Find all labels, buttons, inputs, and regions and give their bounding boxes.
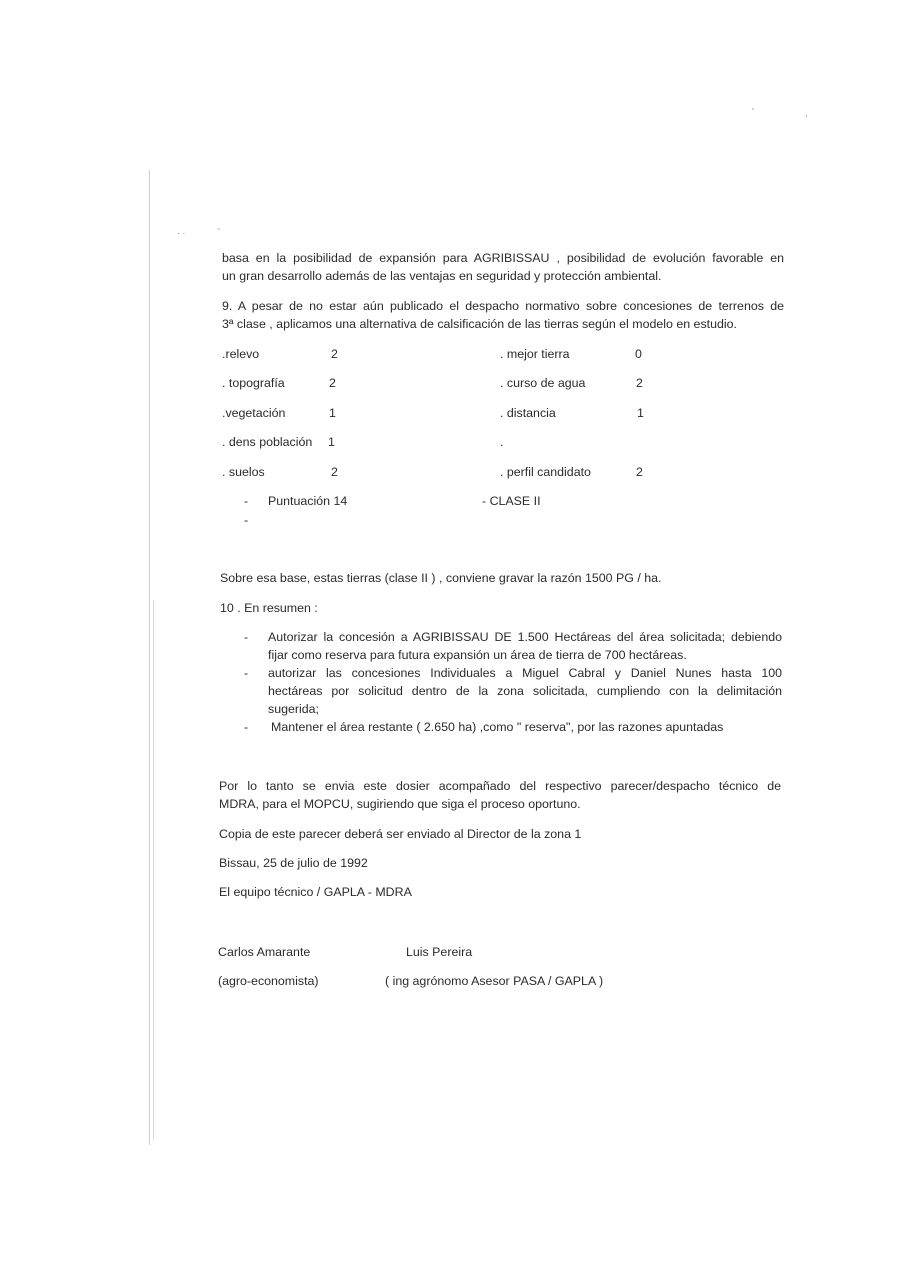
text-line: hectáreas por solicitud dentro de la zona solicitada, cumpliendo con la delimitación [268, 684, 782, 698]
summary-title: 10 . En resumen : [220, 601, 318, 615]
scan-speck: , [805, 108, 808, 119]
text-line: un gran desarrollo además de las ventajas en seguridad y protección ambiental. [222, 269, 662, 283]
signature-role: ( ing agrónomo Asesor PASA / GAPLA ) [385, 974, 604, 988]
summary-item [244, 664, 784, 718]
score-value: 2 [636, 465, 643, 479]
total-score: Puntuación 14 [268, 494, 348, 508]
summary-item [244, 718, 784, 736]
text-line: Autorizar la concesión a AGRIBISSAU DE 1.500 Hectáreas del área solicitada; debiendo [268, 630, 782, 644]
score-label: . mejor tierra [500, 347, 570, 361]
score-label: . dens población [222, 435, 313, 449]
score-label: . distancia [500, 406, 556, 420]
score-value: 1 [328, 435, 335, 449]
scan-speck: ' [752, 107, 754, 118]
bullet-dash: - [244, 630, 249, 644]
score-value: 1 [637, 406, 644, 420]
score-label: . [500, 435, 504, 449]
text-line: Por lo tanto se envia este dosier acompañado del respectivo parecer/despacho técnico de [219, 779, 781, 793]
score-label: .vegetación [222, 406, 286, 420]
score-value: 2 [331, 465, 338, 479]
score-label: . topografía [222, 376, 285, 390]
dosier-paragraph [219, 777, 781, 813]
paragraph-9 [222, 297, 784, 333]
score-value: 2 [331, 347, 338, 361]
score-label: . perfil candidato [500, 465, 591, 479]
score-value: 1 [329, 406, 336, 420]
signature-role: (agro-economista) [218, 974, 319, 988]
empty-dash: - [244, 513, 249, 527]
text-line: autorizar las concesiones Individuales a Miguel Cabral y Daniel Nunes hasta 100 [268, 666, 782, 680]
text-line: MDRA, para el MOPCU, sugiriendo que siga el proceso oportuno. [219, 797, 581, 811]
score-value: 0 [635, 347, 642, 361]
text-line: 3ª clase , aplicamos una alternativa de calsificación de las tierras según el modelo en estudio. [222, 317, 737, 331]
text-line: fijar como reserva para futura expansión un área de tierra de 700 hectáreas. [268, 648, 687, 662]
total-dash: - [244, 494, 249, 508]
text-line: sugerida; [268, 702, 319, 716]
team-line: El equipo técnico / GAPLA - MDRA [219, 885, 412, 899]
summary-item [244, 628, 784, 664]
text-line: 9. A pesar de no estar aún publicado el despacho normativo sobre concesiones de terrenos de [222, 299, 784, 313]
score-value: 2 [636, 376, 643, 390]
score-label: .relevo [222, 347, 260, 361]
signature-name: Luis Pereira [406, 945, 473, 959]
scan-edge-line [149, 170, 150, 1145]
scan-edge-line-secondary [153, 600, 154, 1140]
bullet-dash: - [244, 720, 249, 734]
text-line: Mantener el área restante ( 2.650 ha) ,como " reserva", por las razones apuntadas [271, 720, 724, 734]
bullet-dash: - [244, 666, 249, 680]
signature-name: Carlos Amarante [218, 945, 311, 959]
score-value: 2 [329, 376, 336, 390]
copy-note: Copia de este parecer deberá ser enviado al Director de la zona 1 [219, 827, 582, 841]
score-label: . curso de agua [500, 376, 586, 390]
base-rate-text: Sobre esa base, estas tierras (clase II ) , conviene gravar la razón 1500 PG / ha. [220, 571, 662, 585]
scan-speck: . . [177, 226, 186, 237]
intro-paragraph [222, 249, 784, 285]
text-line: basa en la posibilidad de expansión para AGRIBISSAU , posibilidad de evolución favorable en [222, 251, 784, 265]
class-result: - CLASE II [482, 494, 541, 508]
date-line: Bissau, 25 de julio de 1992 [219, 856, 368, 870]
score-label: . suelos [222, 465, 265, 479]
scan-speck: - [217, 224, 221, 235]
